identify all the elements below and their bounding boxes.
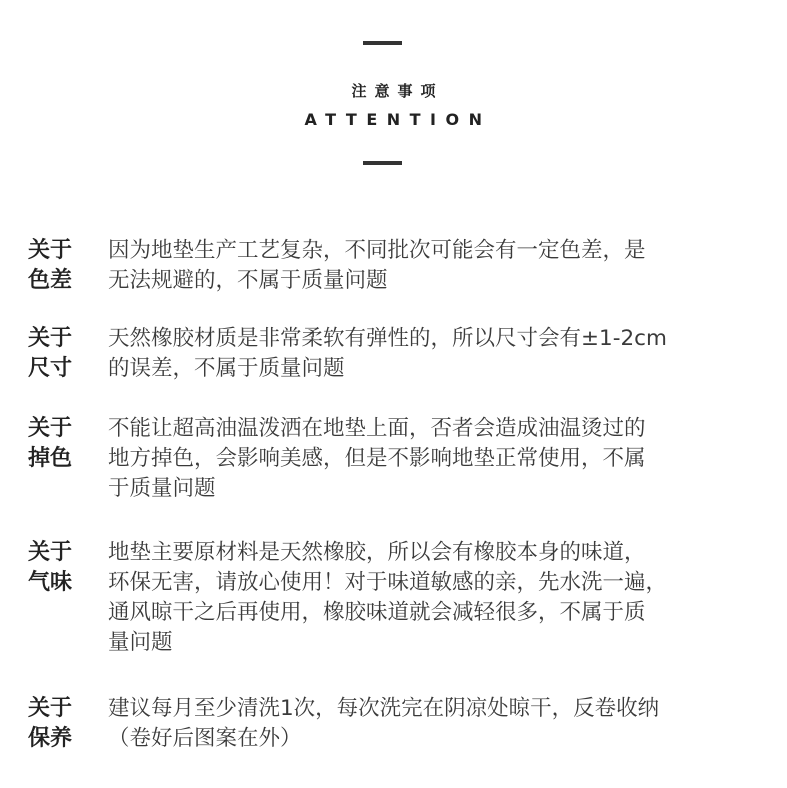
note-text: 地垫主要原材料是天然橡胶，所以会有橡胶本身的味道， 环保无害，请放心使用！对于味道敏感的亲，先水洗一遍， 通风晾干之后再使用，橡胶味道就会减轻很多，不属于质 量问题 [108, 540, 668, 655]
note-label: 关于 保养 [28, 696, 73, 751]
note-label: 关于 掉色 [28, 416, 73, 471]
top-divider-bar [363, 41, 402, 45]
note-text: 不能让超高油温泼洒在地垫上面，否者会造成油温烫过的 地方掉色，会影响美感，但是不影响地垫正常使用，不属 于质量问题 [108, 416, 646, 501]
note-text: 因为地垫生产工艺复杂，不同批次可能会有一定色差，是 无法规避的，不属于质量问题 [108, 238, 646, 293]
note-label: 关于 气味 [28, 540, 73, 595]
note-label: 关于 色差 [28, 238, 73, 293]
title-chinese: 注意事项 [351, 82, 444, 100]
note-text: 天然橡胶材质是非常柔软有弹性的，所以尺寸会有±1-2cm 的误差，不属于质量问题 [108, 326, 667, 381]
bottom-divider-bar [363, 161, 402, 165]
note-label: 关于 尺寸 [28, 326, 73, 381]
title-english: ATTENTION [304, 110, 492, 129]
note-text: 建议每月至少清洗1次，每次洗完在阴凉处晾干，反卷收纳 （卷好后图案在外） [108, 696, 660, 751]
